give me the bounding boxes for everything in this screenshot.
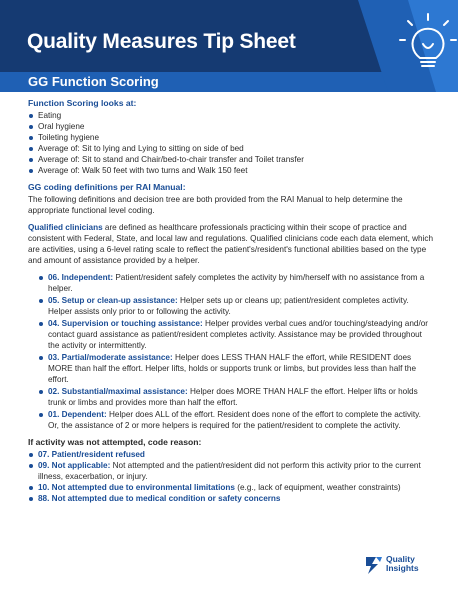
code-label: 05. Setup or clean-up assistance: — [48, 296, 178, 305]
reason-text: Not attempted and the patient/resident did not perform this activity prior to the current illness, exacerbation, or injury. — [38, 461, 421, 481]
reason-item — [28, 449, 434, 460]
list-item: Average of: Walk 50 feet with two turns and Walk 150 feet — [28, 165, 434, 176]
quality-insights-logo-icon — [364, 554, 384, 576]
logo-text — [386, 555, 419, 573]
code-text: Helper does ALL of the effort. Resident does none of the effort to complete the activity. Or, the assistance of 2 or more helpers is required for the patient/resident to complete the activity. — [48, 410, 421, 430]
list-item: Toileting hygiene — [28, 132, 434, 143]
list-item: Oral hygiene — [28, 121, 434, 132]
page-subtitle: GG Function Scoring — [28, 74, 159, 89]
reason-item — [28, 482, 434, 493]
reason-label: 88. Not attempted due to medical condition or safety concerns — [38, 494, 281, 503]
code-label: 01. Dependent: — [48, 410, 107, 419]
list-item: Average of: Sit to stand and Chair/bed-to-chair transfer and Toilet transfer — [28, 154, 434, 165]
qualified-clinicians-text: are defined as healthcare professionals practicing within their scope of practice and consistent with Federal, State, and local law and regulations. Qualified clinicians code each data element, which are activities, using a 6-level rating scale to reflect the patient's/resident's functional abilities based on the type and amount of assistance provided by a helper. — [28, 223, 434, 265]
quality-insights-logo — [364, 553, 444, 579]
function-scoring-list — [28, 110, 434, 176]
qualified-clinicians-paragraph — [28, 222, 434, 266]
list-item: Average of: Sit to lying and Lying to sitting on side of bed — [28, 143, 434, 154]
code-item — [38, 295, 434, 317]
section-heading-function-scoring: Function Scoring looks at: — [28, 98, 137, 108]
code-label: 02. Substantial/maximal assistance: — [48, 387, 188, 396]
code-text: Helper sets up or cleans up; patient/resident completes activity. Helper assists only prior to or following the activity. — [48, 296, 409, 316]
logo-line-2: Insights — [386, 563, 419, 573]
section-heading-gg-coding: GG coding definitions per RAI Manual: — [28, 182, 186, 192]
code-item — [38, 409, 434, 431]
section-heading-not-attempted: If activity was not attempted, code reason: — [28, 437, 202, 447]
reason-item — [28, 493, 434, 504]
reason-text: (e.g., lack of equipment, weather constraints) — [234, 483, 401, 492]
code-item — [38, 318, 434, 351]
reason-label: 07. Patient/resident refused — [38, 450, 145, 459]
logo-line-1: Quality — [386, 554, 415, 564]
reason-item — [28, 460, 434, 482]
code-text: Helper does MORE THAN HALF the effort. Helper lifts or holds trunk or limbs and provides more than half the effort. — [48, 387, 418, 407]
code-text: Helper provides verbal cues and/or touching/steadying and/or contact guard assistance as patient/resident completes activity. Assistance may be provided throughout the activity or intermittently. — [48, 319, 428, 350]
coding-levels-list — [28, 272, 434, 431]
code-label: 06. Independent: — [48, 273, 114, 282]
intro-paragraph: The following definitions and decision tree are both provided from the RAI Manual to help determine the appropriate functional level coding. — [28, 195, 403, 215]
reason-label: 09. Not applicable: — [38, 461, 111, 470]
page-title: Quality Measures Tip Sheet — [27, 30, 296, 53]
code-label: 04. Supervision or touching assistance: — [48, 319, 203, 328]
code-item — [38, 386, 434, 408]
list-item: Eating — [28, 110, 434, 121]
code-item — [38, 352, 434, 385]
subheader-banner — [0, 72, 400, 92]
code-item — [38, 272, 434, 294]
code-label: 03. Partial/moderate assistance: — [48, 353, 173, 362]
content — [28, 98, 434, 504]
code-text: Patient/resident safely completes the activity by him/herself with no assistance from a helper. — [48, 273, 425, 293]
lightbulb-icon — [348, 0, 458, 92]
reason-label: 10. Not attempted due to environmental limitations — [38, 483, 235, 492]
code-text: Helper does LESS THAN HALF the effort, while RESIDENT does MORE than half the effort. Helper lifts, holds or supports trunk or limbs, but provides less than half the effort. — [48, 353, 417, 384]
not-attempted-list — [28, 449, 434, 504]
qualified-clinicians-label: Qualified clinicians — [28, 223, 103, 232]
